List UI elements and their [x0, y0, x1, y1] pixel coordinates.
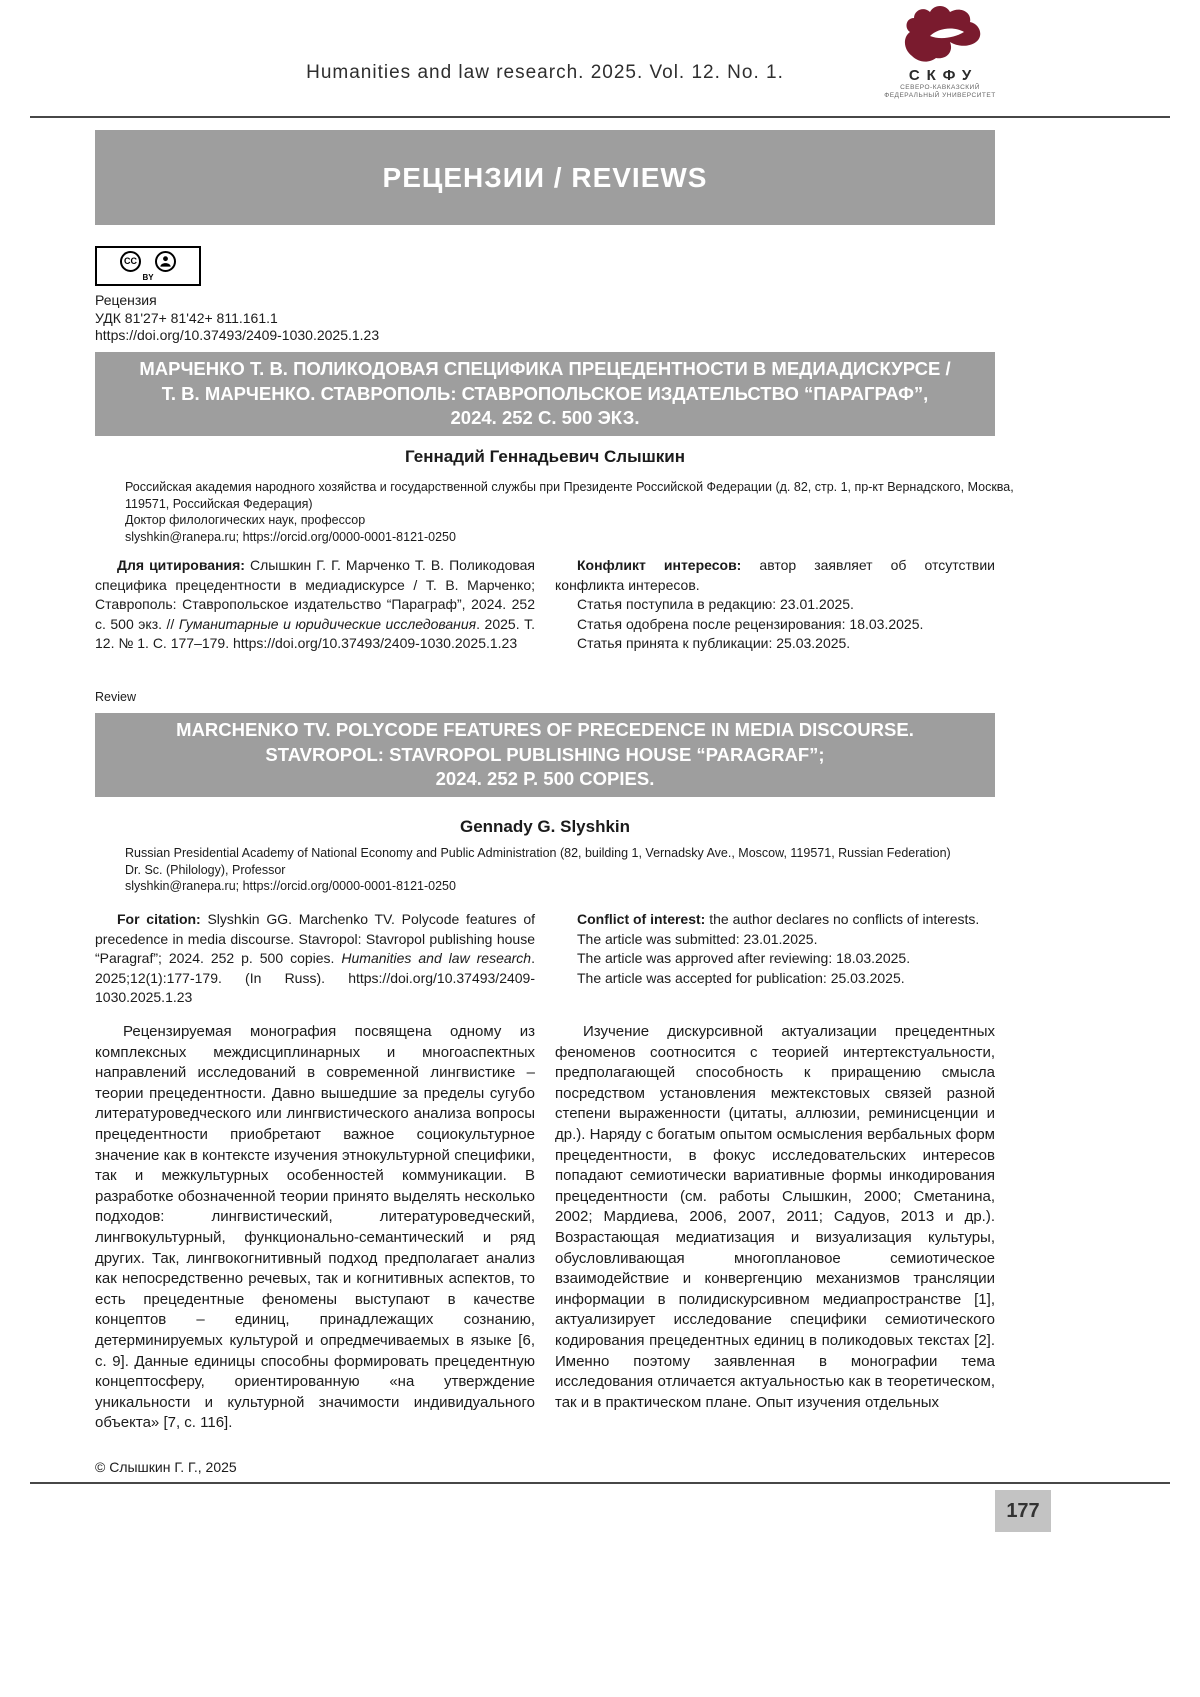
contacts-ru[interactable]: slyshkin@ranepa.ru; https://orcid.org/0000-0001-8121-0250 [125, 529, 456, 544]
article-title-ru-line1: МАРЧЕНКО Т. В. ПОЛИКОДОВАЯ СПЕЦИФИКА ПРЕЦЕДЕНТНОСТИ В МЕДИАДИСКУРСЕ / [139, 358, 951, 379]
affiliation-ru-text: Российская академия народного хозяйства и государственной службы при Президенте Российской Федерации (д. 82, стр. 1, пр-кт Вернадского, Москва, 119571, Российская Федерация) [125, 480, 1014, 511]
conflict-block-ru [555, 556, 995, 654]
article-meta [95, 292, 379, 345]
citation-block-en [95, 910, 535, 1008]
citation-label-en: For citation: [117, 911, 201, 927]
header-divider [30, 116, 1170, 118]
degree-ru: Доктор филологических наук, профессор [125, 513, 366, 527]
date-approved-ru: Статья одобрена после рецензирования: 18.03.2025. [577, 615, 924, 632]
review-type-label: Review [95, 690, 136, 704]
article-title-en-line3: 2024. 252 P. 500 COPIES. [435, 768, 655, 789]
udc-code: УДК 81'27+ 81'42+ 811.161.1 [95, 309, 278, 326]
page-number-badge: 177 [995, 1490, 1051, 1532]
author-name-ru: Геннадий Геннадьевич Слышкин [404, 447, 686, 466]
degree-en: Dr. Sc. (Philology), Professor [125, 862, 286, 877]
journal-header-title: Humanities and law research. 2025. Vol. 12. No. 1. [306, 62, 784, 83]
citation-text-ru: Слышкин Г. Г. Марченко Т. В. Поликодовая специфика прецедентности в медиадискурсе / Т. В. Марченко; Ставрополь: Ставропольское издательство “Параграф”, 2024. 252 с. 500 экз. // [95, 557, 535, 632]
conflict-label-en: Conflict of interest: [577, 911, 706, 927]
citation-journal-en: Humanities and law research [341, 950, 532, 966]
conflict-label-ru: Конфликт интересов: [577, 557, 742, 573]
cc-by-label: BY [142, 272, 154, 282]
article-type: Рецензия [95, 292, 157, 308]
conflict-text-ru: автор заявляет об отсутствии конфликта интересов. [555, 557, 995, 593]
article-title-en-line1: MARCHENKO TV. POLYCODE FEATURES OF PRECEDENCE IN MEDIA DISCOURSE. [176, 719, 914, 740]
university-subtitle-1: СЕВЕРО-КАВКАЗСКИЙ [900, 84, 980, 91]
body-column-left [95, 1022, 535, 1434]
citation-after-en: . 2025;12(1):177-179. (In Russ). https://doi.org/10.37493/2409-1030.2025.1.23 [95, 950, 535, 1005]
article-title-en [95, 713, 995, 797]
conflict-text-en: the author declares no conflicts of interests. [705, 911, 980, 927]
author-affiliation-ru [125, 479, 1015, 545]
cc-icon: CC [120, 251, 141, 272]
cc-license-badge [95, 246, 201, 286]
conflict-block-en [555, 910, 995, 988]
university-bird-icon [896, 6, 984, 64]
citation-label-ru: Для цитирования: [117, 557, 245, 573]
citation-text-en: Slyshkin GG. Marchenko TV. Polycode features of precedence in media discourse. Stavropol: Stavropol publishing house “Paragraf”; 2024. 252 p. 500 copies. [95, 911, 535, 966]
article-title-ru [95, 352, 995, 436]
article-title-ru-line3: 2024. 252 С. 500 ЭКЗ. [450, 407, 640, 428]
doi-link[interactable]: https://doi.org/10.37493/2409-1030.2025.1.23 [95, 327, 380, 343]
university-logo [878, 6, 1002, 100]
citation-block-ru [95, 556, 535, 654]
body-paragraph-left: Рецензируемая монография посвящена одному из комплексных междисциплинарных и многоаспектных направлений исследований в современной лингвистике – теории прецедентности. Давно вышедшие за пределы сугубо литературоведческого или лингвистического анализа вопросы прецедентности приобретают важное социокультурное значение как в контексте изучения этнокультурной специфики, так и межкультурных особенностей коммуникации. В разработке обозначенной теории принято выделять несколько подходов: лингвистический, литературоведческий, лингвокультурный, функционально-семантический и ряд других. Так, лингвокогнитивный подход предполагает анализ как непосредственно речевых, так и когнитивных аспектов, то есть прецедентные феномены выступают в качестве концептов – единиц, принадлежащих сознанию, детерминируемых культурой и опредмечиваемых в языке [6, с. 9]. Данные единицы способны формировать прецедентную концептосферу, ориентированную «на утверждение уникальности и культурной значимости индивидуального объекта» [7, с. 116]. [95, 1023, 535, 1432]
author-name-en: Gennady G. Slyshkin [459, 817, 631, 836]
body-paragraph-right: Изучение дискурсивной актуализации прецедентных феноменов соотносится с теорией интертекстуальности, предполагающей способность к приращению смысла посредством установления межтекстовых связей разной степени выраженности (цитаты, аллюзии, реминисценции и др.). Наряду с богатым опытом осмысления вербальных форм прецедентности, в фокус исследовательских интересов попадают семиотически вариативные формы инкодирования прецедентности (см. работы Слышкин, 2000; Сметанина, 2002; Мардиева, 2006, 2007, 2011; Садуов, 2013 и др.). Возрастающая медиатизация и визуализация культуры, обусловливающая многоплановое семиотическое взаимодействие и конвергенцию механизмов трансляции информации в полидискурсивном медиапространстве [1], актуализирует исследование специфики семиотического кодирования прецедентных единиц в поликодовых текстах [2]. Именно поэтому заявленная в монографии тема исследования отличается актуальностью как в теоретическом, так и в практическом плане. Опыт изучения отдельных [555, 1023, 995, 1411]
citation-after-ru: . 2025. Т. 12. № 1. С. 177–179. https://doi.org/10.37493/2409-1030.2025.1.23 [95, 615, 535, 651]
affiliation-en-text: Russian Presidential Academy of National Economy and Public Administration (82, building 1, Vernadsky Ave., Moscow, 119571, Russian Federation) [125, 846, 951, 860]
date-approved-en: The article was approved after reviewing: 18.03.2025. [577, 950, 911, 966]
article-title-en-line2: STAVROPOL: STAVROPOL PUBLISHING HOUSE “PARAGRAF”; [265, 743, 825, 765]
author-affiliation-en [125, 845, 1015, 895]
body-column-right [555, 1022, 995, 1413]
copyright-notice: © Слышкин Г. Г., 2025 [95, 1459, 237, 1475]
date-accepted-ru: Статья принята к публикации: 25.03.2025. [577, 635, 851, 651]
article-title-ru-line2: Т. В. МАРЧЕНКО. СТАВРОПОЛЬ: СТАВРОПОЛЬСКОЕ ИЗДАТЕЛЬСТВО “ПАРАГРАФ”, [161, 382, 929, 404]
cc-badge-row [120, 251, 176, 272]
citation-journal-ru: Гуманитарные и юридические исследования [178, 615, 477, 632]
footer-divider [30, 1482, 1170, 1484]
person-icon [155, 251, 176, 272]
date-submitted-en: The article was submitted: 23.01.2025. [577, 930, 818, 947]
contacts-en[interactable]: slyshkin@ranepa.ru; https://orcid.org/0000-0001-8121-0250 [125, 879, 456, 893]
date-accepted-en: The article was accepted for publication: 25.03.2025. [577, 969, 905, 986]
university-subtitle-2: ФЕДЕРАЛЬНЫЙ УНИВЕРСИТЕТ [884, 92, 996, 99]
university-acronym: СКФУ [908, 67, 979, 84]
date-submitted-ru: Статья поступила в редакцию: 23.01.2025. [577, 596, 854, 612]
section-banner: РЕЦЕНЗИИ / REVIEWS [95, 130, 995, 225]
